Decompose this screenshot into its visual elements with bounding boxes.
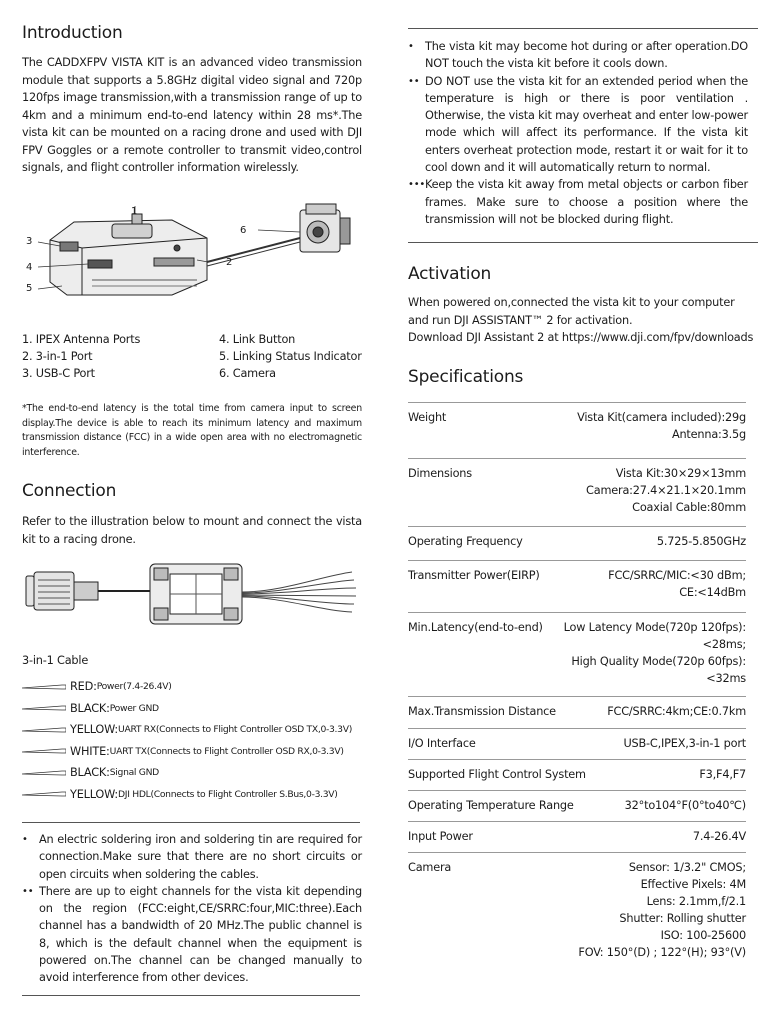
divider — [408, 242, 758, 243]
note-bullet: •• — [22, 885, 34, 897]
coax-cable-drawing — [207, 238, 300, 266]
warning-item — [408, 38, 748, 73]
wire-lead-icon — [22, 770, 66, 776]
part-item: 1. IPEX Antenna Ports — [22, 333, 141, 346]
cable-module-drawing — [150, 564, 242, 624]
spec-value-line: <32ms — [706, 672, 746, 685]
warning-text: Keep the vista kit away from metal objects or carbon fiber frames. Make sure to choose a position where the transmission will not be blocked during flight. — [425, 178, 748, 226]
wire-desc: UART TX(Connects to Flight Controller OSD RX,0-3.3V) — [109, 745, 344, 757]
callout-2: 2 — [226, 257, 233, 268]
spec-row — [408, 612, 746, 696]
divider — [22, 995, 360, 996]
spec-value-line: 5.725-5.850GHz — [656, 535, 746, 548]
spec-value-line: Lens: 2.1mm,f/2.1 — [646, 895, 746, 908]
note-text: An electric soldering iron and soldering tin are required for connection.Make sure that there are no short circuits or open circuits when soldering the cables. — [39, 833, 362, 881]
spec-key: Weight — [408, 411, 447, 424]
intro-body: The CADDXFPV VISTA KIT is an advanced video transmission module that supports a 5.8GHz digital video signal and 720p 120fps image transmission,with a transmission range of up to 4km and a minimum end-to-end latency within 28 ms*.The vista kit can be mounted on a racing drone and used with DJI FPV Goggles or a remote controller to transmit video,control signals, and flight controller information wirelessly. — [22, 56, 362, 174]
spec-value-line: 7.4-26.4V — [692, 830, 746, 843]
spec-row — [408, 458, 746, 526]
wire-color: BLACK: — [70, 701, 110, 715]
spec-value — [586, 459, 746, 526]
spec-value-line: ISO: 100-25600 — [660, 929, 746, 942]
spec-value-line: High Quality Mode(720p 60fps): — [571, 655, 746, 668]
spec-key: Operating Frequency — [408, 535, 523, 548]
camera-drawing — [300, 204, 350, 252]
spec-row — [408, 696, 746, 728]
spec-row — [408, 402, 746, 458]
spec-key: I/O Interface — [408, 737, 476, 750]
wire-color: YELLOW: — [70, 723, 119, 737]
wire-lead-icon — [22, 748, 66, 754]
callout-6: 6 — [240, 225, 247, 236]
callout-5: 5 — [26, 283, 33, 294]
wire-lead-icon — [22, 727, 66, 733]
part-item: 5. Linking Status Indicator — [219, 350, 362, 363]
spec-row — [408, 821, 746, 852]
spec-value-line: Shutter: Rolling shutter — [619, 912, 746, 925]
wire-row — [22, 762, 367, 784]
warning-bullet: ••• — [408, 179, 426, 191]
wire-lead-icon — [22, 705, 66, 711]
connection-notes — [22, 831, 362, 987]
wire-row — [22, 719, 367, 741]
spec-value-line: <28ms; — [702, 638, 746, 651]
spec-value-line: Vista Kit(camera included):29g — [577, 411, 746, 424]
spec-value-line: Vista Kit:30×29×13mm — [615, 467, 746, 480]
spec-value-line: FCC/SRRC/MIC:<30 dBm; — [608, 569, 746, 582]
spec-value-line: Antenna:3.5g — [671, 428, 746, 441]
wire-lead-icon — [22, 791, 66, 797]
spec-value — [578, 853, 746, 962]
cable-wires-drawing — [242, 572, 356, 612]
spec-value-line: FOV: 150°(D) ; 122°(H); 93°(V) — [578, 946, 746, 959]
wire-desc: UART RX(Connects to Flight Controller OSD TX,0-3.3V) — [118, 724, 352, 736]
note-bullet: • — [22, 834, 28, 845]
part-item: 6. Camera — [219, 367, 276, 380]
cable-title: 3-in-1 Cable — [22, 654, 89, 667]
wire-row — [22, 741, 367, 763]
wire-lead-icon — [22, 684, 66, 690]
wire-row — [22, 698, 367, 720]
wire-desc: Signal GND — [109, 767, 159, 779]
cable-illustration — [22, 556, 362, 636]
spec-key: Supported Flight Control System — [408, 768, 586, 781]
wire-color: BLACK: — [70, 766, 110, 780]
wire-row — [22, 784, 367, 806]
activation-download-line: Download DJI Assistant 2 at https://www.dji.com/fpv/downloads — [408, 331, 754, 344]
vista-module-drawing — [50, 214, 207, 295]
spec-value-line: Effective Pixels: 4M — [640, 878, 746, 891]
spec-value-line: F3,F4,F7 — [699, 768, 746, 781]
divider — [22, 822, 360, 823]
wire-desc: Power GND — [109, 702, 159, 714]
part-item: 2. 3-in-1 Port — [22, 350, 93, 363]
latency-footnote: *The end-to-end latency is the total time from camera input to screen display.The device is able to reach its minimum latency and maximum transmission distance (FCC) in a wide open area with no electromagnetic interference. — [22, 403, 362, 458]
note-item — [22, 883, 362, 987]
vista-kit-illustration — [22, 200, 362, 310]
wire-row — [22, 676, 367, 698]
spec-value — [657, 527, 746, 560]
connection-body: Refer to the illustration below to mount and connect the vista kit to a racing drone. — [22, 515, 362, 546]
intro-heading: Introduction — [22, 23, 123, 43]
wire-desc: Power(7.4-26.4V) — [96, 681, 172, 693]
spec-value — [693, 822, 746, 852]
spec-row — [408, 728, 746, 759]
spec-key: Dimensions — [408, 467, 472, 480]
spec-value — [564, 613, 746, 696]
wire-list — [22, 676, 367, 805]
activation-heading: Activation — [408, 264, 492, 284]
warning-item — [408, 176, 748, 228]
callout-1: 1 — [131, 206, 138, 217]
wire-color: WHITE: — [70, 744, 110, 758]
spec-row — [408, 759, 746, 790]
wire-desc: DJI HDL(Connects to Flight Controller S.Bus,0-3.3V) — [118, 788, 338, 800]
part-item: 3. USB-C Port — [22, 367, 95, 380]
activation-line: When powered on,connected the vista kit to your computer and run DJI ASSISTANT™ 2 for activation. — [408, 296, 735, 327]
connection-heading: Connection — [22, 481, 117, 501]
parts-list — [22, 333, 362, 380]
warning-text: DO NOT use the vista kit for an extended period when the temperature is high or there is poor ventilation . Otherwise, the vista kit may overheat and enter low-power mode which will affect its performance. If the vista kit enters overheat protection mode, restart it or wait for it to cool down and it will automatically return to normal. — [425, 74, 748, 175]
warnings-list — [408, 38, 748, 228]
spec-value-line: Coaxial Cable:80mm — [632, 501, 746, 514]
warning-bullet: • — [408, 41, 414, 52]
spec-value — [699, 760, 746, 790]
spec-value — [625, 791, 746, 821]
spec-key: Camera — [408, 861, 452, 874]
wire-color: YELLOW: — [70, 787, 119, 801]
spec-key: Min.Latency(end-to-end) — [408, 621, 543, 634]
callout-3: 3 — [26, 236, 33, 247]
spec-row — [408, 526, 746, 560]
spec-key: Input Power — [408, 830, 473, 843]
spec-value-line: Camera:27.4×21.1×20.1mm — [586, 484, 746, 497]
spec-value — [607, 697, 746, 728]
spec-value-line: 32°to104°F(0°to40℃) — [624, 799, 746, 812]
spec-value — [623, 729, 746, 759]
note-text: There are up to eight channels for the vista kit depending on the region (FCC:eight,CE/SRRC:four,MIC:three).Each channel has a bandwidth of 20 MHz.The public channel is 8, which is the default channel when the equipment is powered on.The channel can be changed manually to avoid interference from other devices. — [39, 884, 362, 985]
spec-table — [408, 402, 746, 962]
spec-key: Operating Temperature Range — [408, 799, 574, 812]
spec-row — [408, 790, 746, 821]
part-item: 4. Link Button — [219, 333, 296, 346]
spec-row — [408, 560, 746, 612]
spec-value — [577, 403, 746, 458]
spec-value-line: Sensor: 1/3.2" CMOS; — [628, 861, 746, 874]
divider — [408, 28, 758, 29]
spec-row — [408, 852, 746, 962]
spec-key: Max.Transmission Distance — [408, 705, 556, 718]
spec-value-line: CE:<14dBm — [679, 586, 746, 599]
note-item — [22, 831, 362, 883]
cable-camera-drawing — [26, 572, 98, 610]
spec-value-line: Low Latency Mode(720p 120fps): — [563, 621, 746, 634]
spec-key: Transmitter Power(EIRP) — [408, 569, 540, 582]
warning-bullet: •• — [408, 75, 420, 87]
warning-item — [408, 73, 748, 177]
spec-value-line: USB-C,IPEX,3-in-1 port — [623, 737, 746, 750]
wire-color: RED: — [70, 680, 97, 694]
callout-4: 4 — [26, 262, 33, 273]
spec-value-line: FCC/SRRC:4km;CE:0.7km — [607, 705, 746, 718]
spec-value — [608, 561, 746, 612]
warning-text: The vista kit may become hot during or after operation.DO NOT touch the vista kit before it cools down. — [425, 40, 748, 71]
specifications-heading: Specifications — [408, 367, 524, 387]
